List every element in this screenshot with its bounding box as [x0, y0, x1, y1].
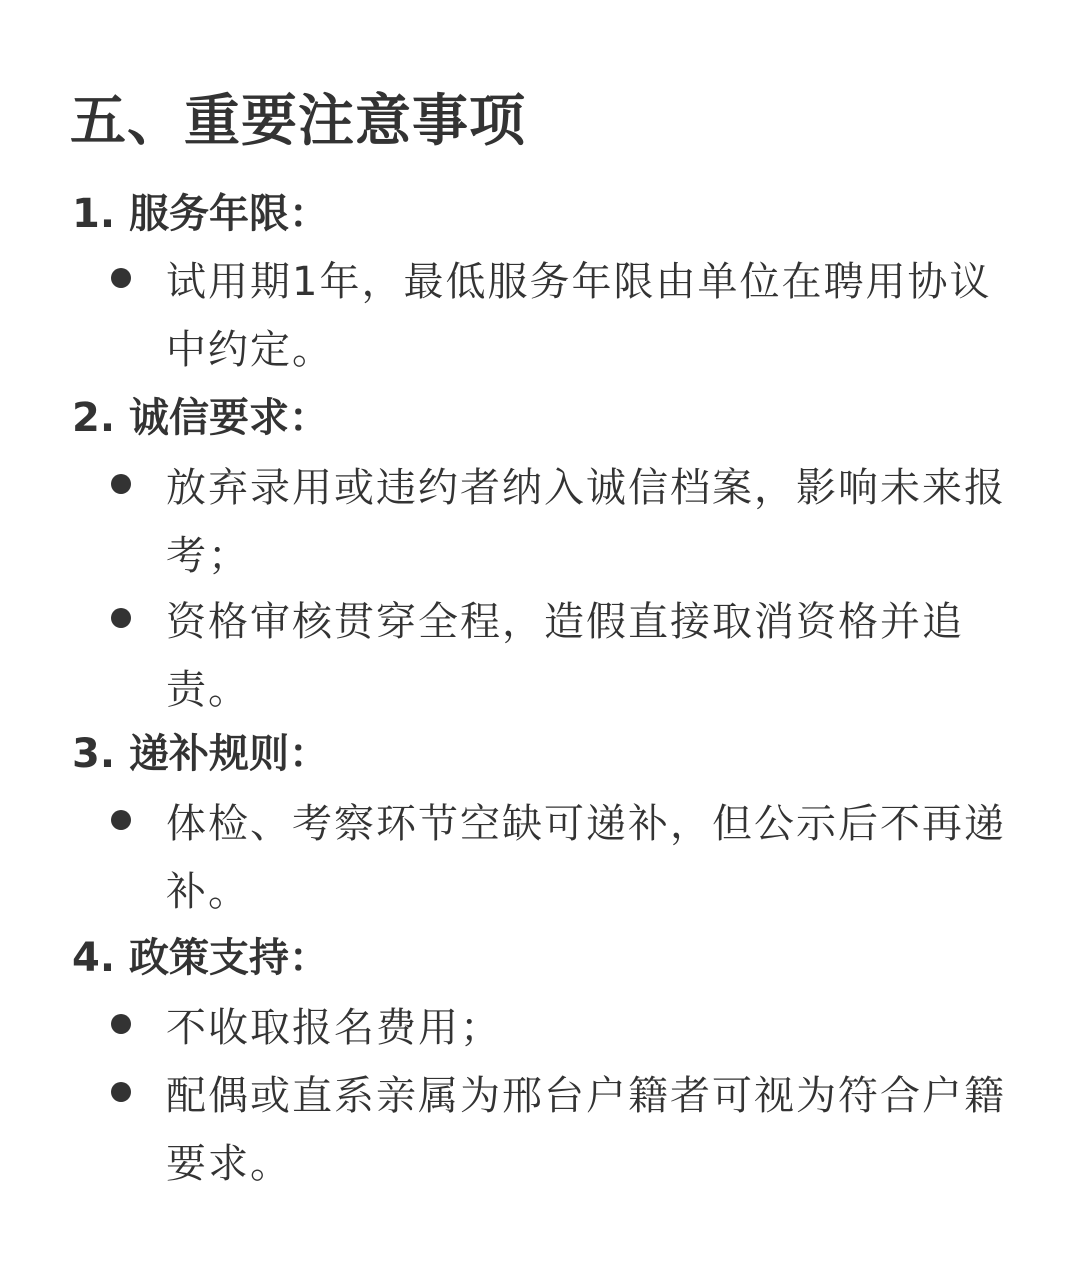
- bullet-icon: [111, 1082, 131, 1102]
- section-title: 2. 诚信要求：: [72, 395, 329, 441]
- list-item-text: 试用期1年，最低服务年限由单位在聘用协议中约定。: [166, 259, 992, 373]
- page-title: 五、重要注意事项: [70, 89, 526, 154]
- list-item-text: 配偶或直系亲属为邢台户籍者可视为符合户籍要求。: [166, 1073, 1006, 1187]
- bullet-icon: [111, 810, 131, 830]
- bullet-icon: [111, 1014, 131, 1034]
- bullet-icon: [111, 268, 131, 288]
- section-title: 1. 服务年限：: [72, 191, 329, 237]
- bullet-icon: [111, 608, 131, 628]
- section-title: 4. 政策支持：: [72, 935, 329, 981]
- bullet-icon: [111, 474, 131, 494]
- list-item-text: 资格审核贯穿全程，造假直接取消资格并追责。: [166, 599, 964, 713]
- list-item-text: 放弃录用或违约者纳入诚信档案，影响未来报考；: [166, 465, 1006, 579]
- section-title: 3. 递补规则：: [72, 731, 329, 777]
- list-item-text: 体检、考察环节空缺可递补，但公示后不再递补。: [166, 801, 1006, 915]
- list-item-text: 不收取报名费用；: [166, 1005, 502, 1051]
